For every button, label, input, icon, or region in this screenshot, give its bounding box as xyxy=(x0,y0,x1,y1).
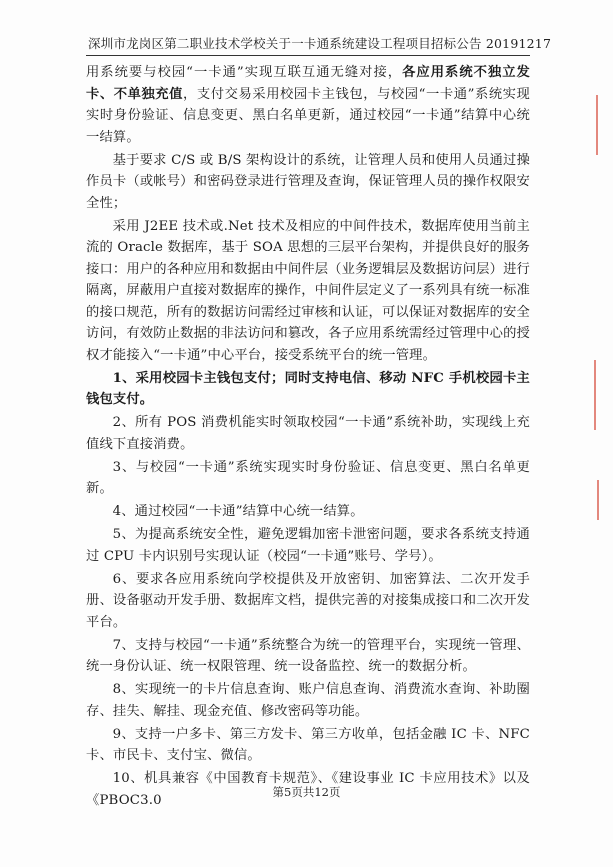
seal-edge-mark xyxy=(596,95,598,155)
requirement-9: 9、支持一户多卡、第三方发卡、第三方收单，包括金融 IC 卡、NFC 卡、市民卡、支付宝、微信。 xyxy=(86,726,530,763)
page-header: 深圳市龙岗区第二职业技术学校关于一卡通系统建设工程项目招标公告 20191217 xyxy=(88,36,552,51)
header-rule xyxy=(86,55,530,56)
requirement-5: 5、为提高系统安全性，避免逻辑加密卡泄密问题，要求各系统支持通过 CPU 卡内识别号实现认证（校园“一卡通”账号、学号）。 xyxy=(86,527,530,564)
requirement-1: 1、采用校园卡主钱包支付；同时支持电信、移动 NFC 手机校园卡主钱包支付。 xyxy=(86,370,530,407)
requirement-4: 4、通过校园“一卡通”结算中心统一结算。 xyxy=(112,504,364,519)
paragraph-1-post: ，支付交易采用校园卡主钱包，与校园“一卡通”系统实现实时身份验证、信息变更、黑白名单更新，通过校园“一卡通”结算中心统一结算。 xyxy=(86,86,530,145)
requirement-6: 6、要求各应用系统向学校提供及开放密钥、加密算法、二次开发手册、设备驱动开发手册、数据库文档，提供完善的对接集成接口和二次开发平台。 xyxy=(86,571,530,630)
paragraph-2: 基于要求 C/S 或 B/S 架构设计的系统，让管理人员和使用人员通过操作员卡（或帐号）和密码登录进行管理及查询，保证管理人员的操作权限安全性； xyxy=(86,152,530,211)
seal-edge-mark xyxy=(597,480,599,520)
paragraph-3: 采用 J2EE 技术或.Net 技术及相应的中间件技术，数据库使用当前主流的 Oracle 数据库，基于 SOA 思想的三层平台架构，并提供良好的服务接口：用户的各种应用和数据由中间件层（业务逻辑层及数据访问层）进行隔离，屏蔽用户直接对数据库的操作，中间件层定义了一系列具有统一标准的接口规范，所有的数据访问需经过审核和认证，可以保证对数据库的安全访问，有效防止数据的非法访问和篡改，各子应用系统需经过管理中心的授权才能接入“一卡通”中心平台，接受系统平台的统一管理。 xyxy=(86,218,530,363)
page-footer: 第5页共12页 xyxy=(272,785,341,799)
document-body xyxy=(86,62,530,813)
requirement-7: 7、支持与校园“一卡通”系统整合为统一的管理平台，实现统一管理、统一身份认证、统一权限管理、统一设备监控、统一的数据分析。 xyxy=(86,637,530,674)
paragraph-1-pre: 用系统要与校园“一卡通”实现互联互通无缝对接， xyxy=(86,65,403,80)
requirement-3: 3、与校园“一卡通”系统实现实时身份验证、信息变更、黑白名单更新。 xyxy=(86,459,530,496)
seal-edge-mark xyxy=(594,360,596,430)
requirement-8: 8、实现统一的卡片信息查询、账户信息查询、消费流水查询、补助圈存、挂失、解挂、现金充值、修改密码等功能。 xyxy=(86,682,530,719)
paragraph-1 xyxy=(86,62,530,148)
paragraph-1-bold: 各应用系统不独立发卡、不单独充值 xyxy=(86,65,531,102)
requirement-10: 10、机具兼容《中国教育卡规范》、《建设事业 IC 卡应用技术》以及《PBOC3.0 xyxy=(86,771,530,808)
requirement-2: 2、所有 POS 消费机能实时领取校园“一卡通”系统补助，实现线上充值线下直接消费。 xyxy=(86,415,530,452)
